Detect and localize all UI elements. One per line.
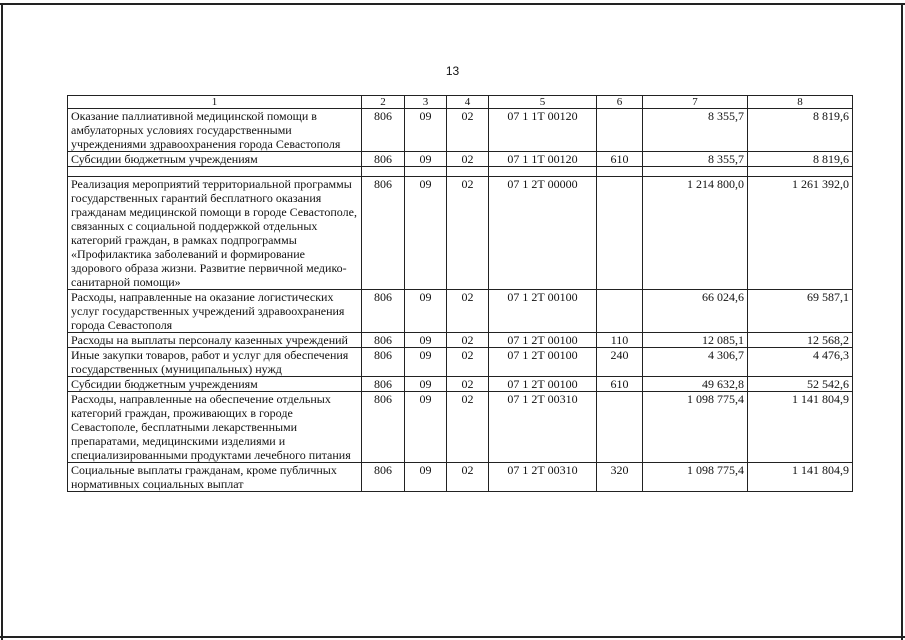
table-row: [68, 392, 853, 463]
header-cell: 8: [748, 96, 853, 109]
table-row: [68, 177, 853, 290]
row-subsection: 02: [447, 177, 489, 290]
row-ministry: 806: [362, 377, 405, 392]
spacer-cell: [362, 167, 405, 177]
row-sum-1: 8 355,7: [643, 152, 748, 167]
row-name: Расходы, направленные на оказание логистических услуг государственных учреждений здравоохранения города Севастополя: [68, 290, 362, 333]
row-subsection: 02: [447, 333, 489, 348]
row-target: 07 1 2Т 00100: [489, 290, 597, 333]
spacer-cell: [68, 167, 362, 177]
page-border-top: [0, 3, 905, 5]
row-target: 07 1 1Т 00120: [489, 109, 597, 152]
row-subsection: 02: [447, 377, 489, 392]
row-target: 07 1 2Т 00310: [489, 463, 597, 492]
spacer-cell: [405, 167, 447, 177]
row-sum-1: 4 306,7: [643, 348, 748, 377]
page-number: 13: [445, 64, 460, 78]
row-expense-type: 240: [597, 348, 643, 377]
row-ministry: 806: [362, 348, 405, 377]
budget-table: [67, 95, 853, 492]
header-cell: 5: [489, 96, 597, 109]
spacer-cell: [447, 167, 489, 177]
row-sum-2: 4 476,3: [748, 348, 853, 377]
row-name: Оказание паллиативной медицинской помощи в амбулаторных условиях государственными учреждениями здравоохранения города Севастополя: [68, 109, 362, 152]
row-section: 09: [405, 348, 447, 377]
row-sum-2: 69 587,1: [748, 290, 853, 333]
row-sum-2: 1 141 804,9: [748, 463, 853, 492]
row-subsection: 02: [447, 109, 489, 152]
row-section: 09: [405, 333, 447, 348]
table-row: [68, 463, 853, 492]
row-section: 09: [405, 152, 447, 167]
row-sum-1: 8 355,7: [643, 109, 748, 152]
row-name: Субсидии бюджетным учреждениям: [68, 377, 362, 392]
page-border-bottom: [0, 636, 905, 638]
header-cell: 1: [68, 96, 362, 109]
spacer-cell: [597, 167, 643, 177]
row-section: 09: [405, 109, 447, 152]
table-row: [68, 152, 853, 167]
row-ministry: 806: [362, 152, 405, 167]
row-ministry: 806: [362, 177, 405, 290]
table-row: [68, 333, 853, 348]
table-row: [68, 109, 853, 152]
row-section: 09: [405, 290, 447, 333]
row-target: 07 1 2Т 00000: [489, 177, 597, 290]
row-name: Социальные выплаты гражданам, кроме публичных нормативных социальных выплат: [68, 463, 362, 492]
spacer-cell: [643, 167, 748, 177]
row-section: 09: [405, 392, 447, 463]
row-section: 09: [405, 463, 447, 492]
row-expense-type: [597, 290, 643, 333]
row-subsection: 02: [447, 152, 489, 167]
row-ministry: 806: [362, 463, 405, 492]
row-target: 07 1 2Т 00100: [489, 348, 597, 377]
row-sum-1: 49 632,8: [643, 377, 748, 392]
row-sum-1: 1 098 775,4: [643, 463, 748, 492]
row-subsection: 02: [447, 463, 489, 492]
row-name: Расходы, направленные на обеспечение отдельных категорий граждан, проживающих в городе Севастополе, бесплатными лекарственными препаратами, медицинскими изделиями и специализированными продуктами лечебного питания: [68, 392, 362, 463]
row-expense-type: 610: [597, 152, 643, 167]
row-section: 09: [405, 177, 447, 290]
row-sum-1: 66 024,6: [643, 290, 748, 333]
row-sum-2: 52 542,6: [748, 377, 853, 392]
row-ministry: 806: [362, 392, 405, 463]
spacer-cell: [489, 167, 597, 177]
table-row: [68, 377, 853, 392]
table-header-row: [68, 96, 853, 109]
row-sum-1: 1 214 800,0: [643, 177, 748, 290]
spacer-cell: [748, 167, 853, 177]
row-target: 07 1 1Т 00120: [489, 152, 597, 167]
row-ministry: 806: [362, 290, 405, 333]
page-border-right: [901, 3, 903, 640]
row-expense-type: 320: [597, 463, 643, 492]
row-name: Расходы на выплаты персоналу казенных учреждений: [68, 333, 362, 348]
row-ministry: 806: [362, 333, 405, 348]
row-target: 07 1 2Т 00100: [489, 377, 597, 392]
row-expense-type: [597, 392, 643, 463]
row-sum-2: 8 819,6: [748, 152, 853, 167]
page-border-left: [1, 3, 3, 640]
row-target: 07 1 2Т 00310: [489, 392, 597, 463]
row-sum-2: 8 819,6: [748, 109, 853, 152]
header-cell: 4: [447, 96, 489, 109]
row-sum-2: 1 141 804,9: [748, 392, 853, 463]
table-row: [68, 290, 853, 333]
header-cell: 6: [597, 96, 643, 109]
row-sum-2: 12 568,2: [748, 333, 853, 348]
row-subsection: 02: [447, 348, 489, 377]
row-section: 09: [405, 377, 447, 392]
table-row: [68, 348, 853, 377]
header-cell: 2: [362, 96, 405, 109]
row-expense-type: 110: [597, 333, 643, 348]
row-name: Субсидии бюджетным учреждениям: [68, 152, 362, 167]
row-sum-1: 12 085,1: [643, 333, 748, 348]
header-cell: 7: [643, 96, 748, 109]
row-name: Реализация мероприятий территориальной программы государственных гарантий бесплатного оказания гражданам медицинской помощи в городе Севастополе, связанных с социальной поддержкой отдельных категорий граждан, в рамках подпрограммы «Профилактика заболеваний и формирование здорового образа жизни. Развитие первичной медико-санитарной помощи»: [68, 177, 362, 290]
row-name: Иные закупки товаров, работ и услуг для обеспечения государственных (муниципальных) нужд: [68, 348, 362, 377]
row-subsection: 02: [447, 290, 489, 333]
row-ministry: 806: [362, 109, 405, 152]
row-expense-type: [597, 177, 643, 290]
row-sum-2: 1 261 392,0: [748, 177, 853, 290]
row-expense-type: 610: [597, 377, 643, 392]
table-spacer-row: [68, 167, 853, 177]
row-sum-1: 1 098 775,4: [643, 392, 748, 463]
row-subsection: 02: [447, 392, 489, 463]
header-cell: 3: [405, 96, 447, 109]
row-expense-type: [597, 109, 643, 152]
row-target: 07 1 2Т 00100: [489, 333, 597, 348]
